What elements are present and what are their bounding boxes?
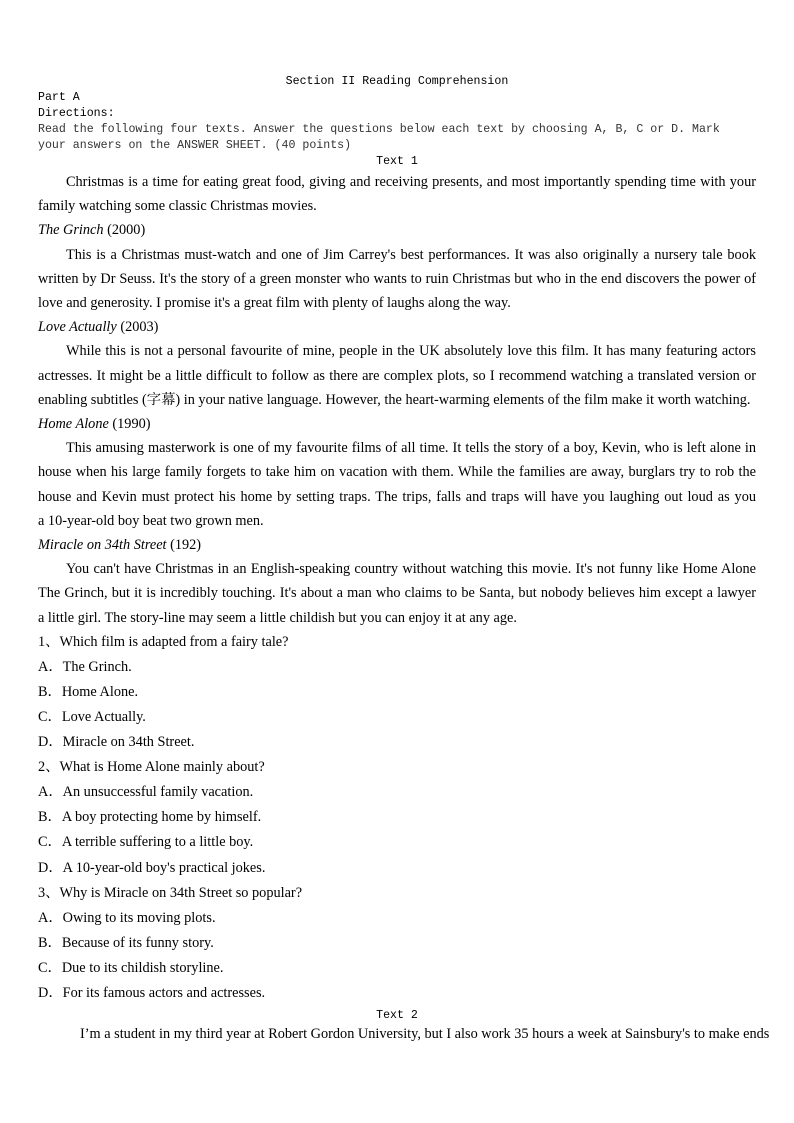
paragraph-line: This is a Christmas must-watch and one of Jim Carrey's best performances. It was also originally a nursery tale book xyxy=(66,246,756,263)
text1-body xyxy=(38,170,756,630)
text1-heading: Text 1 xyxy=(376,155,418,168)
film-title xyxy=(38,533,756,557)
answer-option[interactable]: D．For its famous actors and actresses. xyxy=(38,985,266,1002)
directions-text: Read the following four texts. Answer the questions below each text by choosing A, B, C or D. Mark xyxy=(38,123,720,136)
film-title xyxy=(38,412,756,436)
questions xyxy=(38,630,756,1006)
paragraph-line: a little girl. The story-line may seem a little childish but you can enjoy it at any age. xyxy=(38,609,517,626)
answer-option[interactable]: C．Due to its childish storyline. xyxy=(38,959,224,976)
paragraph-line: house when his large family forgets to take him on vacation with them. While the families are away, burglars try to rob the xyxy=(38,464,756,481)
film-year: (192) xyxy=(166,536,202,553)
answer-option[interactable]: B．Home Alone. xyxy=(38,683,139,700)
film-year: (2000) xyxy=(103,222,146,239)
film-name: Miracle on 34th Street xyxy=(38,536,167,553)
answer-option[interactable]: B．Because of its funny story. xyxy=(38,934,214,951)
question-stem: 3、Why is Miracle on 34th Street so popular? xyxy=(38,884,303,901)
paragraph-line: While this is not a personal favourite of mine, people in the UK absolutely love this film. It has many featuring actors xyxy=(66,343,756,360)
paragraph-line: love and generosity. I promise it's a great film with plenty of laughs along the way. xyxy=(38,294,511,311)
text2-heading: Text 2 xyxy=(376,1009,418,1023)
paragraph-line: family watching some classic Christmas movies. xyxy=(38,198,317,215)
answer-option[interactable]: A．Owing to its moving plots. xyxy=(38,909,216,926)
film-name: Home Alone xyxy=(38,415,109,432)
part-label: Part A xyxy=(38,91,80,104)
question-stem: 1、Which film is adapted from a fairy tale? xyxy=(38,633,289,650)
paragraph-line: written by Dr Seuss. It's the story of a green monster who wants to ruin Christmas but who in the end discovers the power of xyxy=(38,270,756,287)
answer-option[interactable]: D．Miracle on 34th Street. xyxy=(38,734,195,751)
film-title xyxy=(38,218,756,242)
answer-option[interactable]: A．The Grinch. xyxy=(38,658,132,675)
answer-option[interactable]: A．An unsuccessful family vacation. xyxy=(38,784,254,801)
paragraph-line: enabling subtitles (字幕) in your native language. However, the heart-warming elements of the film make it worth watching. xyxy=(38,391,751,408)
film-year: (2003) xyxy=(116,319,159,336)
film-name: The Grinch xyxy=(38,222,104,239)
film-name: Love Actually xyxy=(38,319,117,336)
paragraph-line: house and Kevin must protect his home by setting traps. The trips, falls and traps will have you laughing out loud as you xyxy=(38,488,756,505)
directions-text: your answers on the ANSWER SHEET. (40 points) xyxy=(38,139,352,152)
paragraph-line: You can't have Christmas in an English-speaking country without watching this movie. It's not funny like Home Alone xyxy=(66,561,756,578)
directions-label: Directions: xyxy=(38,107,115,120)
text2-paragraph: I’m a student in my third year at Robert Gordon University, but I also work 35 hours a week at Sainsbury's to make ends xyxy=(80,1026,770,1043)
paragraph-line: Christmas is a time for eating great food, giving and receiving presents, and most importantly spending time with your xyxy=(66,174,756,190)
section-title: Section II Reading Comprehension xyxy=(285,75,509,88)
paragraph-line: This amusing masterwork is one of my favourite films of all time. It tells the story of a boy, Kevin, who is left alone in xyxy=(66,440,756,457)
paragraph-line: a 10-year-old boy beat two grown men. xyxy=(38,512,264,529)
answer-option[interactable]: D．A 10-year-old boy's practical jokes. xyxy=(38,859,266,876)
question-stem: 2、What is Home Alone mainly about? xyxy=(38,759,265,776)
document-page xyxy=(38,74,770,1044)
answer-option[interactable]: C．A terrible suffering to a little boy. xyxy=(38,834,254,851)
answer-option[interactable]: C．Love Actually. xyxy=(38,708,146,725)
film-title xyxy=(38,315,756,339)
film-year: (1990) xyxy=(108,415,151,432)
paragraph-line: actresses. It might be a little difficult to follow as there are complex plots, so I recommend watching a translated version or xyxy=(38,367,756,384)
answer-option[interactable]: B．A boy protecting home by himself. xyxy=(38,809,262,826)
paragraph-line: The Grinch, but it is incredibly touching. It's about a man who claims to be Santa, but nobody believes him except a lawyer xyxy=(38,585,756,602)
